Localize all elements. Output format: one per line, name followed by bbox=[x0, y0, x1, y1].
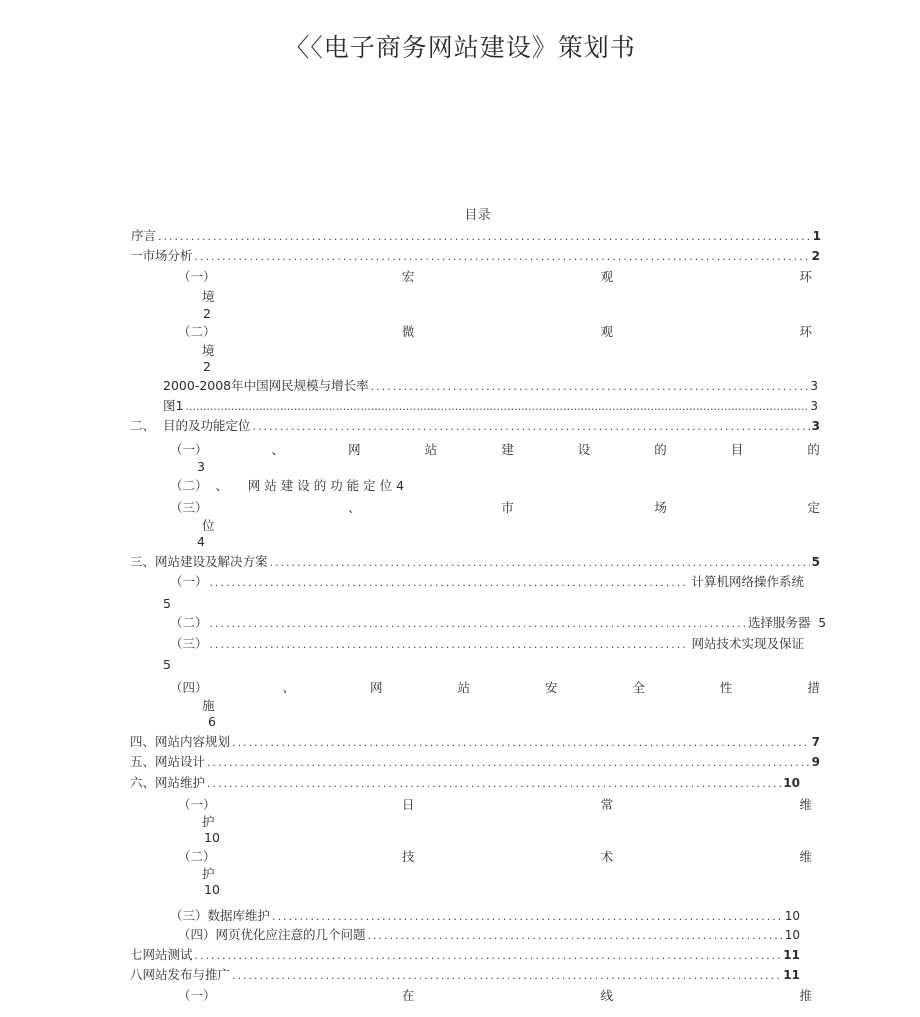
leader-dots bbox=[207, 754, 810, 772]
toc-entry-techmaint-wrap: 护 bbox=[202, 866, 215, 881]
toc-entry-design[interactable]: 五、网站设计 ..... 9 bbox=[130, 753, 820, 771]
toc-entry-market[interactable]: 一市场分析 ..... 2 bbox=[130, 247, 820, 265]
leader-dots bbox=[195, 248, 810, 266]
toc-entry-fig1[interactable]: 图1 ..... 3 bbox=[163, 397, 818, 415]
toc-entry-site-goal[interactable]: （一） 、 网 站 建 设 的 目 的 bbox=[170, 442, 820, 457]
toc-entry-macro-wrap: 境 bbox=[202, 289, 215, 304]
leader-dots bbox=[270, 554, 810, 572]
leader-dots bbox=[210, 574, 690, 592]
toc-entry-micro[interactable]: （二） 微 观 环 bbox=[178, 324, 812, 339]
toc-entry-security-wrap: 施 bbox=[202, 698, 215, 713]
toc-entry-preface[interactable]: 序言 ..... 1 bbox=[131, 227, 821, 245]
toc-entry-solution[interactable]: 三、网站建设及解决方案 ..... 5 bbox=[130, 553, 820, 571]
toc-entry-security-page: 6 bbox=[208, 714, 216, 729]
leader-dots bbox=[210, 615, 746, 633]
toc-entry-macro[interactable]: （一） 宏 观 环 bbox=[178, 269, 812, 284]
toc-entry-daily-wrap: 护 bbox=[202, 814, 215, 829]
toc-entry-security[interactable]: （四） 、 网 站 安 全 性 措 bbox=[170, 680, 820, 695]
toc-entry-netizen[interactable]: 2000-2008年中国网民规模与增长率 ..... 3 bbox=[163, 377, 818, 395]
leader-dots bbox=[210, 636, 690, 654]
toc-entry-server[interactable]: （二） ..... 选择服务器 5 bbox=[170, 614, 826, 632]
toc-entry-os-page: 5 bbox=[163, 596, 171, 611]
toc-heading: 目录 bbox=[464, 208, 491, 223]
toc-entry-os[interactable]: （一） ..... 计算机网络操作系统 bbox=[170, 573, 804, 591]
toc-entry-test[interactable]: 七网站测试 ..... 11 bbox=[130, 946, 800, 964]
leader-dots bbox=[252, 418, 809, 436]
toc-entry-site-func[interactable]: （二） 、 网 站 建 设 的 功 能 定 位 4 bbox=[170, 478, 405, 493]
toc-entry-content[interactable]: 四、网站内容规划 ..... 7 bbox=[130, 733, 820, 751]
leader-dots bbox=[232, 734, 810, 752]
leader-dots bbox=[207, 775, 781, 793]
toc-entry-micro-wrap: 境 bbox=[202, 343, 215, 358]
toc-entry-purpose[interactable]: 二、 目的及功能定位 ..... 3 bbox=[130, 417, 820, 435]
toc-entry-techmaint-page: 10 bbox=[204, 882, 220, 897]
toc-entry-maintain[interactable]: 六、网站维护 ..... 10 bbox=[130, 774, 800, 792]
leader-dots bbox=[371, 378, 809, 396]
toc-entry-online[interactable]: （一） 在 线 推 bbox=[178, 988, 812, 1003]
toc-entry-macro-page: 2 bbox=[203, 306, 211, 321]
toc-entry-market-pos[interactable]: （三） 、 市 场 定 bbox=[170, 500, 820, 515]
toc-entry-techmaint[interactable]: （二） 技 术 维 bbox=[178, 849, 812, 864]
toc-entry-tech-page: 5 bbox=[163, 657, 171, 672]
toc-entry-micro-page: 2 bbox=[203, 359, 211, 374]
leader-dots bbox=[272, 908, 783, 926]
toc-entry-market-pos-page: 4 bbox=[197, 534, 205, 549]
toc-entry-market-pos-wrap: 位 bbox=[202, 518, 215, 533]
toc-entry-publish[interactable]: 八网站发布与推广 ..... 11 bbox=[130, 966, 800, 984]
leader-dots bbox=[195, 947, 782, 965]
toc-entry-seo[interactable]: （四）网页优化应注意的几个问题 ..... 10 bbox=[178, 926, 800, 944]
leader-dots bbox=[158, 228, 811, 246]
leader-dots bbox=[368, 927, 783, 945]
toc-entry-daily-page: 10 bbox=[204, 830, 220, 845]
toc-entry-daily[interactable]: （一） 日 常 维 bbox=[178, 797, 812, 812]
toc-entry-db[interactable]: （三）数据库维护 ..... 10 bbox=[170, 907, 800, 925]
toc-entry-tech[interactable]: （三） ..... 网站技术实现及保证 bbox=[170, 635, 804, 653]
toc-entry-site-goal-page: 3 bbox=[197, 459, 205, 474]
document-title: 〈〈电子商务网站建设》策划书 bbox=[284, 33, 636, 62]
leader-dots bbox=[232, 967, 781, 985]
leader-dots bbox=[185, 398, 808, 416]
